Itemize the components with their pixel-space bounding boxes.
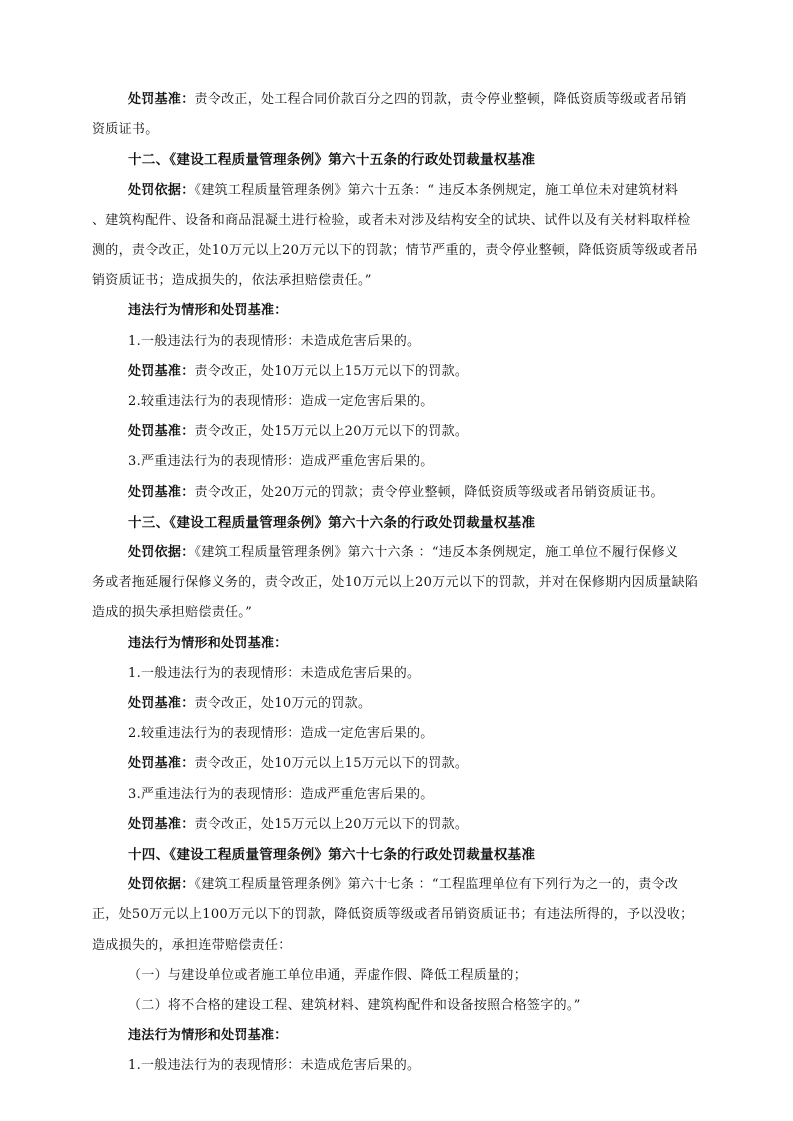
label: 处罚基准： [128,817,195,832]
label: 处罚基准： [128,92,195,107]
section-heading-14: 十四、《建设工程质量管理条例》第六十七条的行政处罚裁量权基准 [128,847,536,863]
subheading: 违法行为情形和处罚基准： [128,636,288,651]
enumerated-item: （一）与建设单位或者施工单位串通，弄虚作假、降低工程质量的； [128,968,528,983]
label: 处罚基准： [128,485,195,500]
case-item: 1.一般违法行为的表现情形：未造成危害后果的。 [128,1058,421,1073]
case-item: 1.一般违法行为的表现情形：未造成危害后果的。 [128,334,421,349]
paragraph-line: 销资质证书；造成损失的，依法承担赔偿责任。” [92,273,372,288]
penalty-standard-paragraph [128,754,468,774]
penalty-standard-paragraph [128,90,687,110]
enumerated-item: （二）将不合格的建设工程、建筑材料、建筑构配件和设备按照合格签字的。” [128,998,581,1013]
paragraph-line: 正，处50万元以上100万元以下的罚款，降低资质等级或者吊销资质证书；有违法所得的，予以没收； [92,907,694,922]
paragraph-line: 测的，责令改正，处10万元以上20万元以下的罚款；情节严重的，责令停业整顿，降低资质等级或者吊 [92,243,699,258]
text: 责令改正，处20万元的罚款；责令停业整顿，降低资质等级或者吊销资质证书。 [194,485,664,500]
penalty-standard-paragraph [128,483,664,503]
penalty-standard-paragraph [128,422,468,442]
paragraph-line: 、建筑构配件、设备和商品混凝土进行检验，或者未对涉及结构安全的试块、试件以及有关材料取样检 [92,213,691,228]
subheading: 违法行为情形和处罚基准： [128,303,288,318]
penalty-standard-paragraph [128,362,468,382]
paragraph-line: 造成的损失承担赔偿责任。” [92,605,253,620]
case-item: 3.严重违法行为的表现情形：造成严重危害后果的。 [128,787,434,802]
paragraph-line: 造成损失的，承担连带赔偿责任： [92,938,292,953]
label: 处罚基准： [128,696,195,711]
paragraph-line: 资质证书。 [92,122,159,137]
label: 处罚依据： [128,877,195,892]
label: 处罚基准： [128,424,195,439]
text: 《建筑工程质量管理条例》第六十七条 ：“工程监理单位有下列行为之一的，责令改 [194,877,679,892]
case-item: 3.严重违法行为的表现情形：造成严重危害后果的。 [128,454,434,469]
text: 《建筑工程质量管理条例》第六十六条 ：“违反本条例规定，施工单位不履行保修义 [194,545,679,560]
penalty-basis-paragraph [128,875,678,895]
case-item: 1.一般违法行为的表现情形：未造成危害后果的。 [128,666,421,681]
section-heading-12: 十二、《建设工程质量管理条例》第六十五条的行政处罚裁量权基准 [128,152,536,168]
paragraph-line: 务或者拖延履行保修义务的，责令改正，处10万元以上20万元以下的罚款，并对在保修期内因质量缺陷 [92,575,699,590]
text: 责令改正，处15万元以上20万元以下的罚款。 [194,817,469,832]
label: 处罚基准： [128,364,195,379]
text: 《建筑工程质量管理条例》第六十五条：“ 违反本条例规定，施工单位未对建筑材料 [194,183,679,198]
label: 处罚依据： [128,545,195,560]
text: 责令改正，处10万元以上15万元以下的罚款。 [194,364,469,379]
penalty-basis-paragraph [128,543,678,563]
subheading: 违法行为情形和处罚基准： [128,1028,288,1043]
penalty-standard-paragraph [128,694,371,714]
text: 责令改正，处10万元以上15万元以下的罚款。 [194,756,469,771]
section-heading-13: 十三、《建设工程质量管理条例》第六十六条的行政处罚裁量权基准 [128,515,536,531]
penalty-standard-paragraph [128,815,468,835]
case-item: 2.较重违法行为的表现情形：造成一定危害后果的。 [128,726,434,741]
penalty-basis-paragraph [128,181,678,201]
text: 责令改正，处10万元的罚款。 [194,696,372,711]
label: 处罚基准： [128,756,195,771]
text: 责令改正，处15万元以上20万元以下的罚款。 [194,424,469,439]
label: 处罚依据： [128,183,195,198]
case-item: 2.较重违法行为的表现情形：造成一定危害后果的。 [128,394,434,409]
text: 责令改正，处工程合同价款百分之四的罚款，责令停业整顿，降低资质等级或者吊销 [194,92,687,107]
